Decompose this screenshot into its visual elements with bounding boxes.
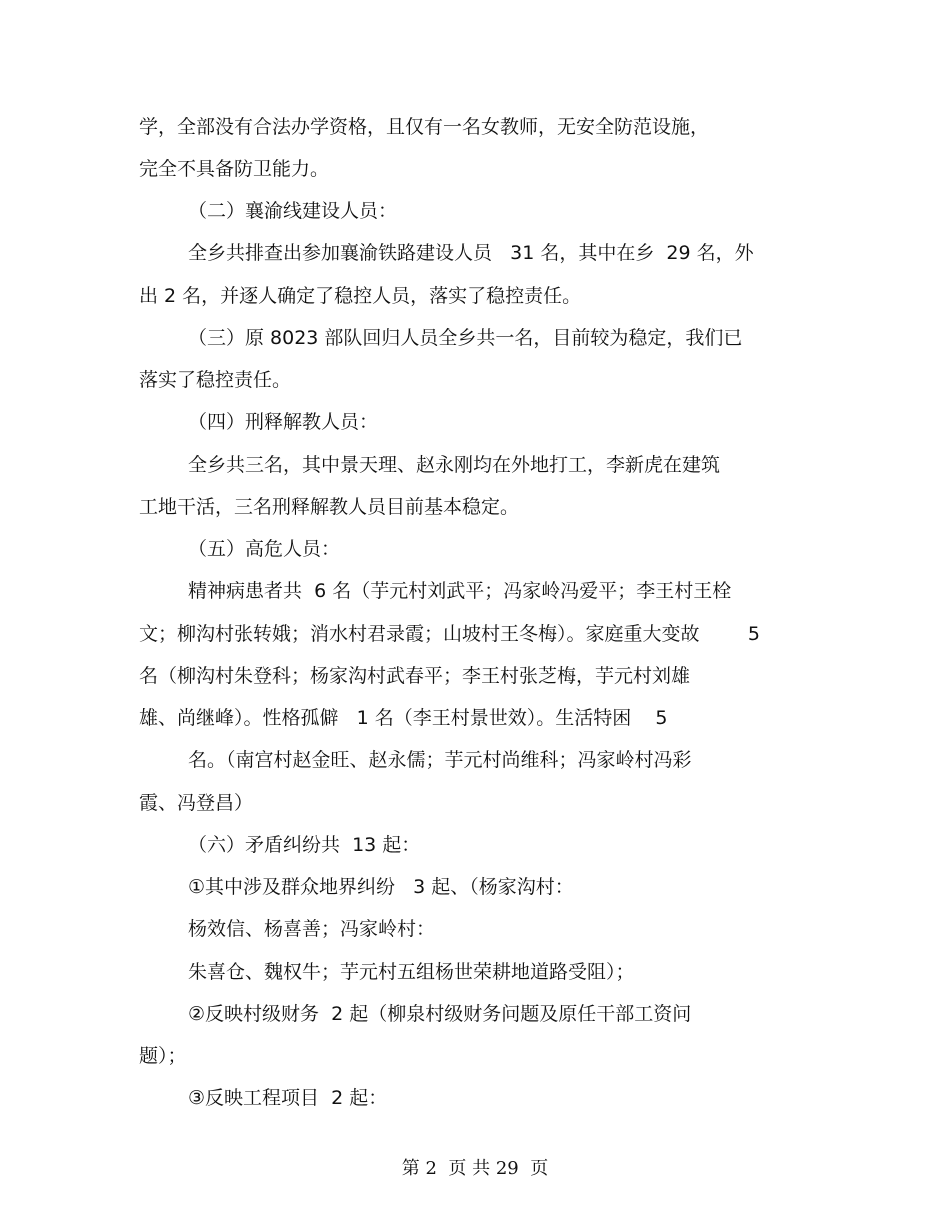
section-heading: （六）矛盾纠纷共 13 起： xyxy=(188,834,421,856)
text-line: 全乡共三名，其中景天理、赵永刚均在外地打工，李新虎在建筑 xyxy=(188,454,721,476)
section-heading: （三）原 8023 部队回归人员全乡共一名，目前较为稳定，我们已 xyxy=(188,327,743,349)
text-line: 完全不具备防卫能力。 xyxy=(139,158,330,180)
text-line: 工地干活，三名刑释解教人员目前基本稳定。 xyxy=(139,496,520,518)
text-line: 落实了稳控责任。 xyxy=(139,369,292,391)
text-line: 全乡共排查出参加襄渝铁路建设人员 31 名，其中在乡 29 名，外 xyxy=(188,242,754,264)
text-line: 雄、尚继峰）。性格孤僻 1 名（李王村景世效）。生活特困 5 xyxy=(139,707,668,729)
text-line: 杨效信、杨喜善；冯家岭村： xyxy=(188,918,436,940)
text-line: ③反映工程项目 2 起： xyxy=(188,1087,388,1109)
text-line: ②反映村级财务 2 起（柳泉村级财务问题及原任干部工资问 xyxy=(188,1003,692,1025)
section-heading: （四）刑释解教人员： xyxy=(188,411,379,433)
text-line: 精神病患者共 6 名（芋元村刘武平；冯家岭冯爱平；李王村王栓 xyxy=(188,580,732,602)
text-line: 文；柳沟村张转娥；消水村君录霞；山坡村王冬梅）。家庭重大变故 5 xyxy=(139,623,760,645)
text-line: 名（柳沟村朱登科；杨家沟村武春平；李王村张芝梅，芋元村刘雄 xyxy=(139,665,691,687)
text-line: 朱喜仓、魏权牛；芋元村五组杨世荣耕地道路受阻）； xyxy=(188,961,635,983)
section-heading: （五）高危人员： xyxy=(188,538,341,560)
text-line: 出 2 名，并逐人确定了稳控人员，落实了稳控责任。 xyxy=(139,285,582,307)
section-heading: （二）襄渝线建设人员： xyxy=(188,200,398,222)
text-line: 题）； xyxy=(139,1045,187,1067)
text-line: 学，全部没有合法办学资格，且仅有一名女教师，无安全防范设施， xyxy=(139,116,710,138)
text-line: 霞、冯登昌） xyxy=(139,792,254,814)
page-footer: 第 2 页 共 29 页 xyxy=(401,1158,549,1179)
text-line: 名。（南宫村赵金旺、赵永儒；芋元村尚维科；冯家岭村冯彩 xyxy=(188,749,692,771)
text-line: ①其中涉及群众地界纠纷 3 起、（杨家沟村： xyxy=(188,876,574,898)
